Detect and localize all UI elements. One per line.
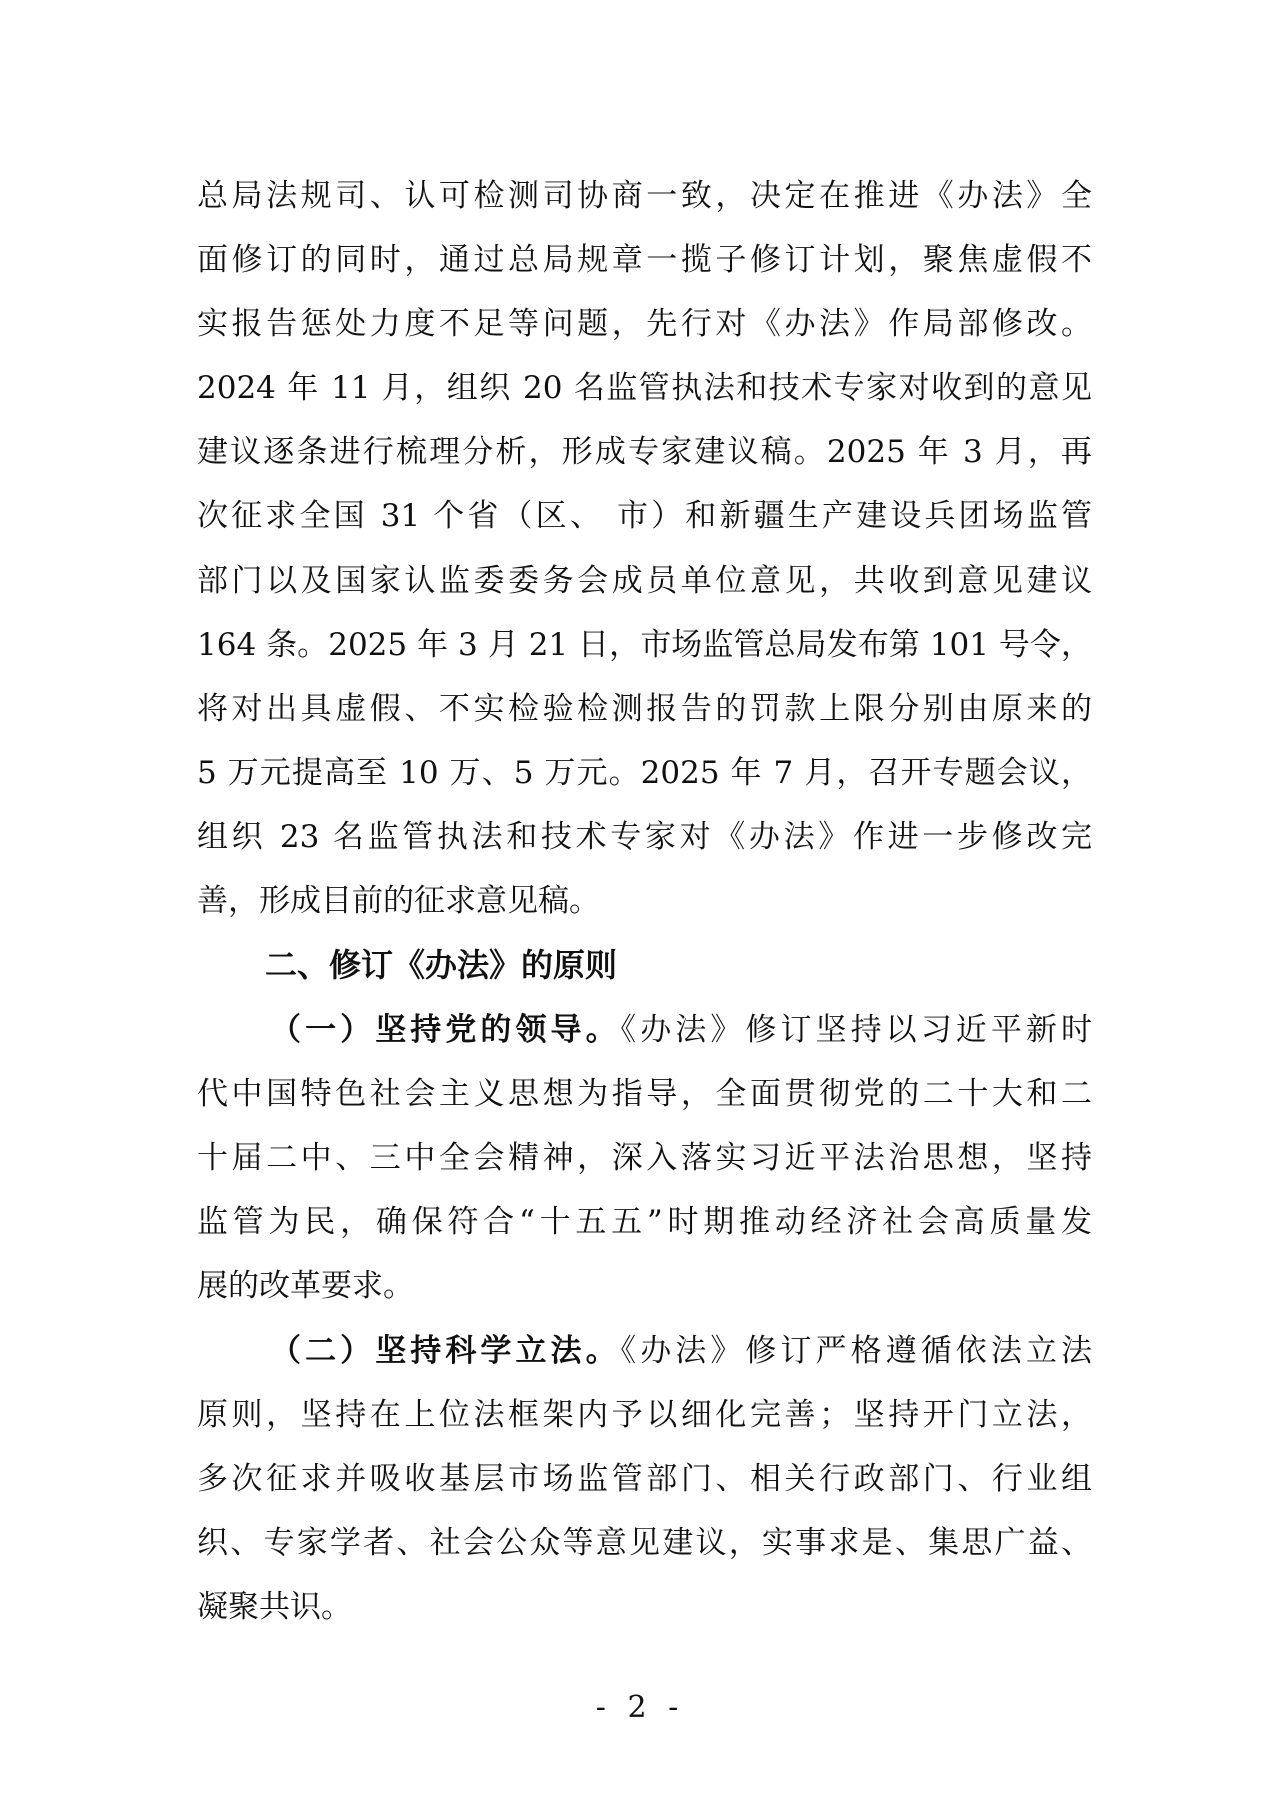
- principle-text: 《办法》修订严格遵循依法立法: [620, 1333, 1092, 1369]
- body-line: 凝聚共识。: [197, 1589, 352, 1625]
- body-line: 代中国特色社会主义思想为指导，全面贯彻党的二十大和二: [197, 1076, 1092, 1112]
- principle-title: （一）坚持党的领导。: [270, 1012, 621, 1048]
- body-line: 实报告惩处力度不足等问题，先行对《办法》作局部修改。: [197, 306, 1092, 342]
- body-line: 次征求全国 31 个省（区、 市）和新疆生产建设兵团场监管: [197, 498, 1092, 534]
- body-line: 建议逐条进行梳理分析，形成专家建议稿。2025 年 3 月，再: [197, 434, 1092, 470]
- body-line: 总局法规司、认可检测司协商一致，决定在推进《办法》全: [197, 178, 1092, 214]
- section-heading: 二、修订《办法》的原则: [265, 946, 618, 984]
- body-line: 原则，坚持在上位法框架内予以细化完善；坚持开门立法，: [197, 1397, 1092, 1433]
- principle-text: 《办法》修订坚持以习近平新时: [620, 1012, 1092, 1048]
- body-line: 164 条。2025 年 3 月 21 日，市场监管总局发布第 101 号令，: [197, 627, 1092, 663]
- body-line: 将对出具虚假、不实检验检测报告的罚款上限分别由原来的: [197, 691, 1092, 727]
- body-line: 监管为民，确保符合“十五五”时期推动经济社会高质量发: [197, 1204, 1092, 1240]
- body-line: 织、专家学者、社会公众等意见建议，实事求是、集思广益、: [197, 1525, 1092, 1561]
- body-line: 组织 23 名监管执法和技术专家对《办法》作进一步修改完: [197, 819, 1092, 855]
- body-line: 善，形成目前的征求意见稿。: [197, 883, 600, 919]
- body-line: 2024 年 11 月，组织 20 名监管执法和技术专家对收到的意见: [197, 370, 1092, 406]
- body-line: 部门以及国家认监委委务会成员单位意见，共收到意见建议: [197, 563, 1092, 599]
- body-line: 十届二中、三中全会精神，深入落实习近平法治思想，坚持: [197, 1140, 1092, 1176]
- principle-title: （二）坚持科学立法。: [270, 1333, 621, 1369]
- body-line: 面修订的同时，通过总局规章一揽子修订计划，聚焦虚假不: [197, 242, 1092, 278]
- body-line: 5 万元提高至 10 万、5 万元。2025 年 7 月，召开专题会议，: [197, 755, 1092, 791]
- body-line: 多次征求并吸收基层市场监管部门、相关行政部门、行业组: [197, 1461, 1092, 1497]
- body-line: 展的改革要求。: [197, 1268, 414, 1304]
- page-number: - 2 -: [595, 1690, 685, 1725]
- principle-line: [270, 1327, 1092, 1375]
- principle-line: [270, 1006, 1092, 1054]
